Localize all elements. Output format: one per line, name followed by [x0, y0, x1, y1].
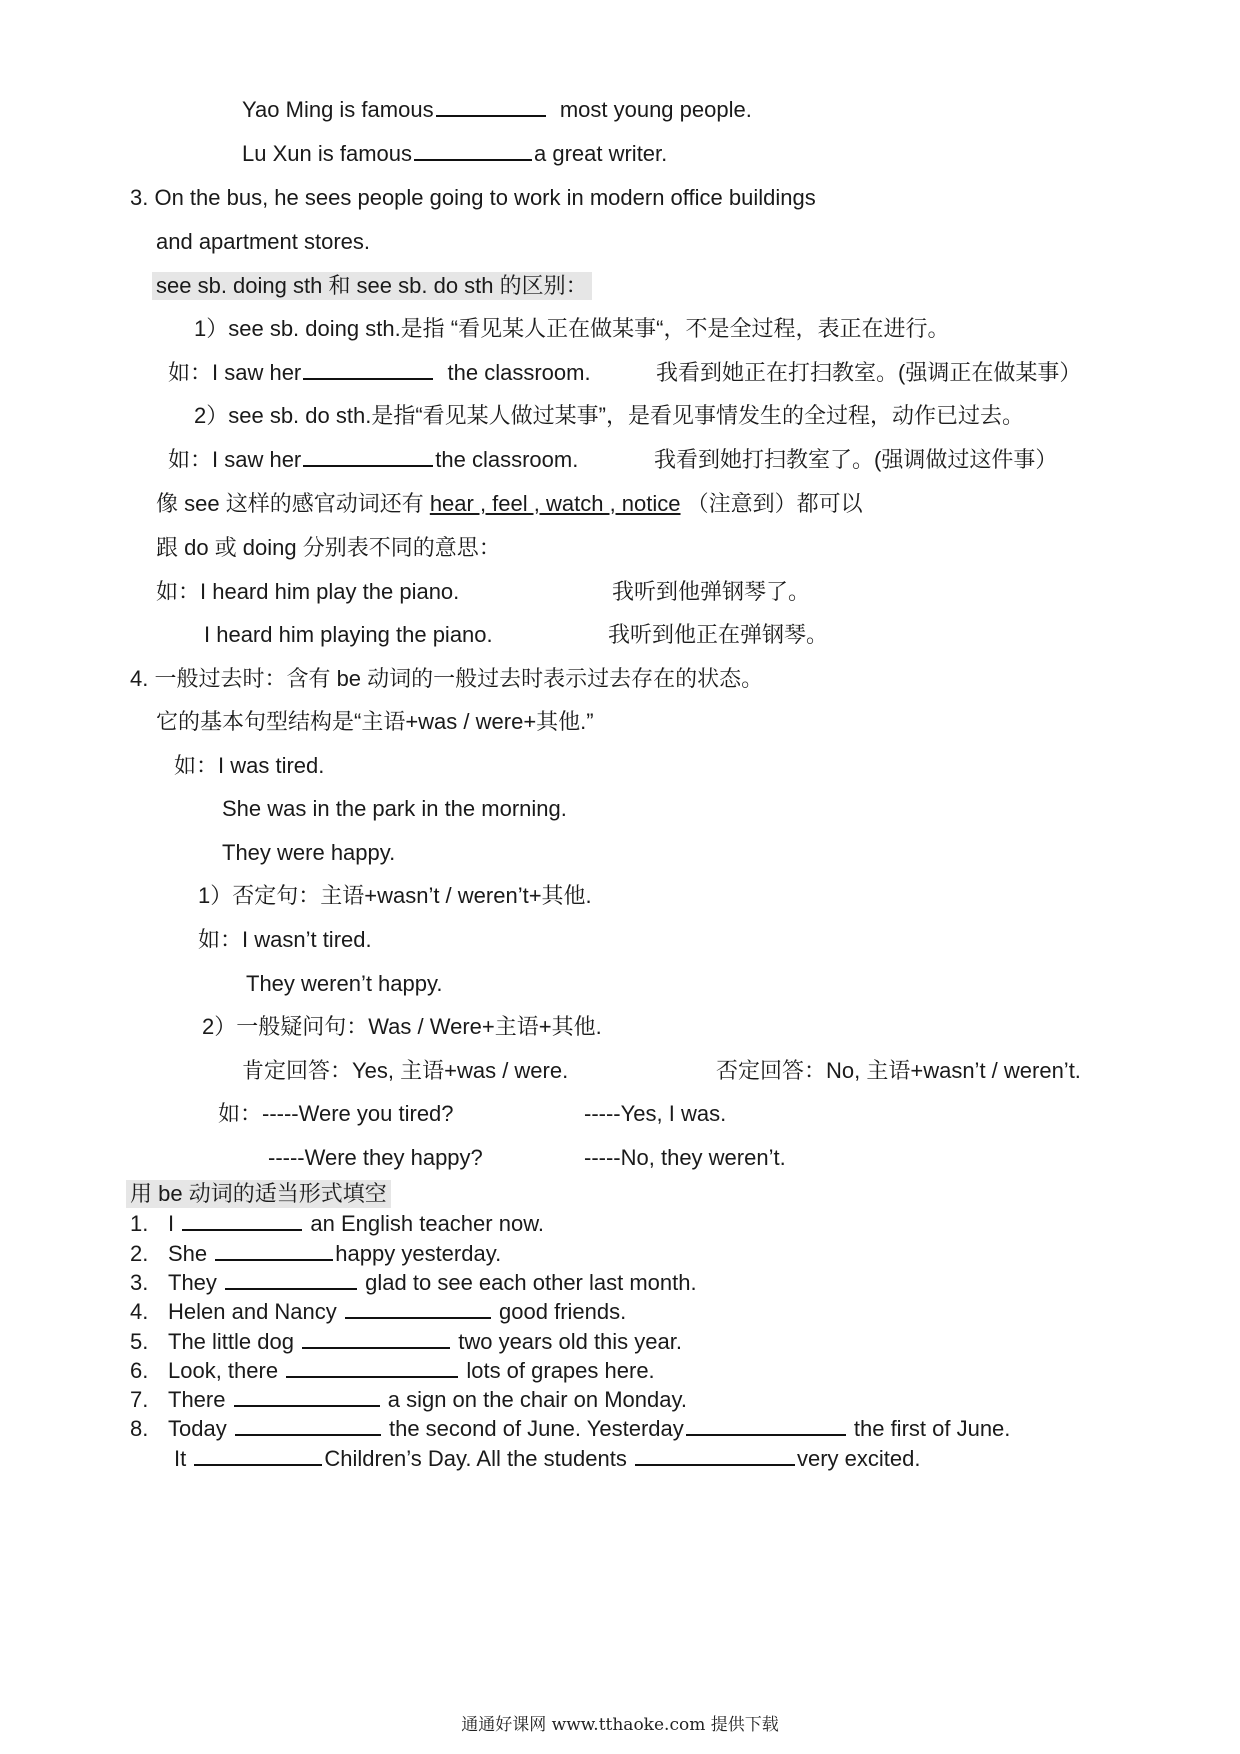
item3-line1: 3. On the bus, he sees people going to work in modern office buildings: [130, 185, 816, 210]
item3-eg2-en: I heard him playing the piano.: [204, 622, 493, 647]
exercise-item: 6. Look, there lots of grapes here.: [130, 1358, 655, 1383]
page-footer: 通通好课网 www.tthaoke.com 提供下载: [461, 1715, 779, 1735]
item3-eg1-cn: 我听到他弹钢琴了。: [612, 579, 811, 604]
item4-qa1-question: 如：-----Were you tired?: [218, 1101, 454, 1126]
exercise-item: 5. The little dog two years old this year.: [130, 1329, 682, 1354]
item3-example2: 如：I saw her the classroom.: [168, 447, 579, 472]
fill-blank[interactable]: [635, 1446, 795, 1466]
item3-sense-verbs: 像 see 这样的感官动词还有 hear , feel , watch , notice （注意到）都可以: [156, 491, 863, 516]
item4-eg2: She was in the park in the morning.: [222, 796, 567, 821]
fill-blank[interactable]: [182, 1211, 302, 1231]
item3-example1-cn: 我看到她正在打扫教室。(强调正在做某事）: [656, 360, 1082, 385]
item4-neg-eg1: 如：I wasn’t tired.: [198, 927, 372, 952]
item3-line2: and apartment stores.: [156, 229, 371, 254]
fill-blank[interactable]: [414, 141, 532, 161]
exercise-item: 2. She happy yesterday.: [130, 1241, 502, 1266]
item3-eg2-cn: 我听到他正在弹钢琴。: [608, 622, 829, 647]
item4-line1: 4. 一般过去时：含有 be 动词的一般过去时表示过去存在的状态。: [130, 666, 764, 691]
fill-blank[interactable]: [302, 1329, 450, 1349]
fill-blank[interactable]: [303, 360, 433, 380]
item4-question: 2）一般疑问句：Was / Were+主语+其他.: [202, 1014, 602, 1039]
item4-qa1-answer: -----Yes, I was.: [584, 1101, 727, 1126]
item4-eg1: 如：I was tired.: [174, 753, 325, 778]
exercise-item: 7. There a sign on the chair on Monday.: [130, 1387, 687, 1412]
item4-qa2-question: -----Were they happy?: [268, 1145, 483, 1170]
exercise-item-8-continued: It Children’s Day. All the students very excited.: [174, 1446, 921, 1471]
item4-line2: 它的基本句型结构是“主语+was / were+其他.”: [156, 709, 594, 734]
fill-blank[interactable]: [225, 1270, 357, 1290]
fill-blank[interactable]: [234, 1387, 380, 1407]
item3-heading: see sb. doing sth 和 see sb. do sth 的区别：: [152, 272, 592, 300]
exercise-item: 4. Helen and Nancy good friends.: [130, 1299, 627, 1324]
item3-point2: 2）see sb. do sth.是指“看见某人做过某事”，是看见事情发生的全过程，动作已过去。: [194, 403, 1024, 428]
sentence-yao-ming: Yao Ming is famous most young people.: [242, 97, 752, 122]
item4-negative: 1）否定句：主语+wasn’t / weren’t+其他.: [198, 883, 592, 908]
item4-neg-eg2: They weren’t happy.: [246, 971, 443, 996]
item3-example2-cn: 我看到她打扫教室了。(强调做过这件事）: [654, 447, 1058, 472]
fill-blank[interactable]: [194, 1446, 322, 1466]
exercise-item: 8. Today the second of June. Yesterday the first of June.: [130, 1416, 1011, 1441]
fill-blank[interactable]: [303, 447, 433, 467]
item3-sense-line2: 跟 do 或 doing 分别表不同的意思：: [156, 535, 501, 560]
item4-eg3: They were happy.: [222, 840, 396, 865]
item3-point1: 1）see sb. doing sth.是指 “看见某人正在做某事“，不是全过程，表正在进行。: [194, 316, 950, 341]
fill-blank[interactable]: [345, 1299, 491, 1319]
item4-qa2-answer: -----No, they weren’t.: [584, 1145, 786, 1170]
item3-eg1-en: 如：I heard him play the piano.: [156, 579, 460, 604]
sentence-lu-xun: Lu Xun is famous a great writer.: [242, 141, 668, 166]
exercise-item: 3. They glad to see each other last month.: [130, 1270, 697, 1295]
item4-answer-negative: 否定回答：No, 主语+wasn’t / weren’t.: [716, 1058, 1081, 1083]
fill-blank[interactable]: [286, 1358, 458, 1378]
fill-blank[interactable]: [235, 1416, 381, 1436]
exercise-heading: 用 be 动词的适当形式填空: [126, 1180, 391, 1208]
exercise-item: 1. I an English teacher now.: [130, 1211, 544, 1236]
fill-blank[interactable]: [436, 97, 546, 117]
fill-blank[interactable]: [686, 1416, 846, 1436]
item3-example1: 如：I saw her the classroom.: [168, 360, 591, 385]
fill-blank[interactable]: [215, 1241, 333, 1261]
item4-answer-positive: 肯定回答：Yes, 主语+was / were.: [242, 1058, 569, 1083]
